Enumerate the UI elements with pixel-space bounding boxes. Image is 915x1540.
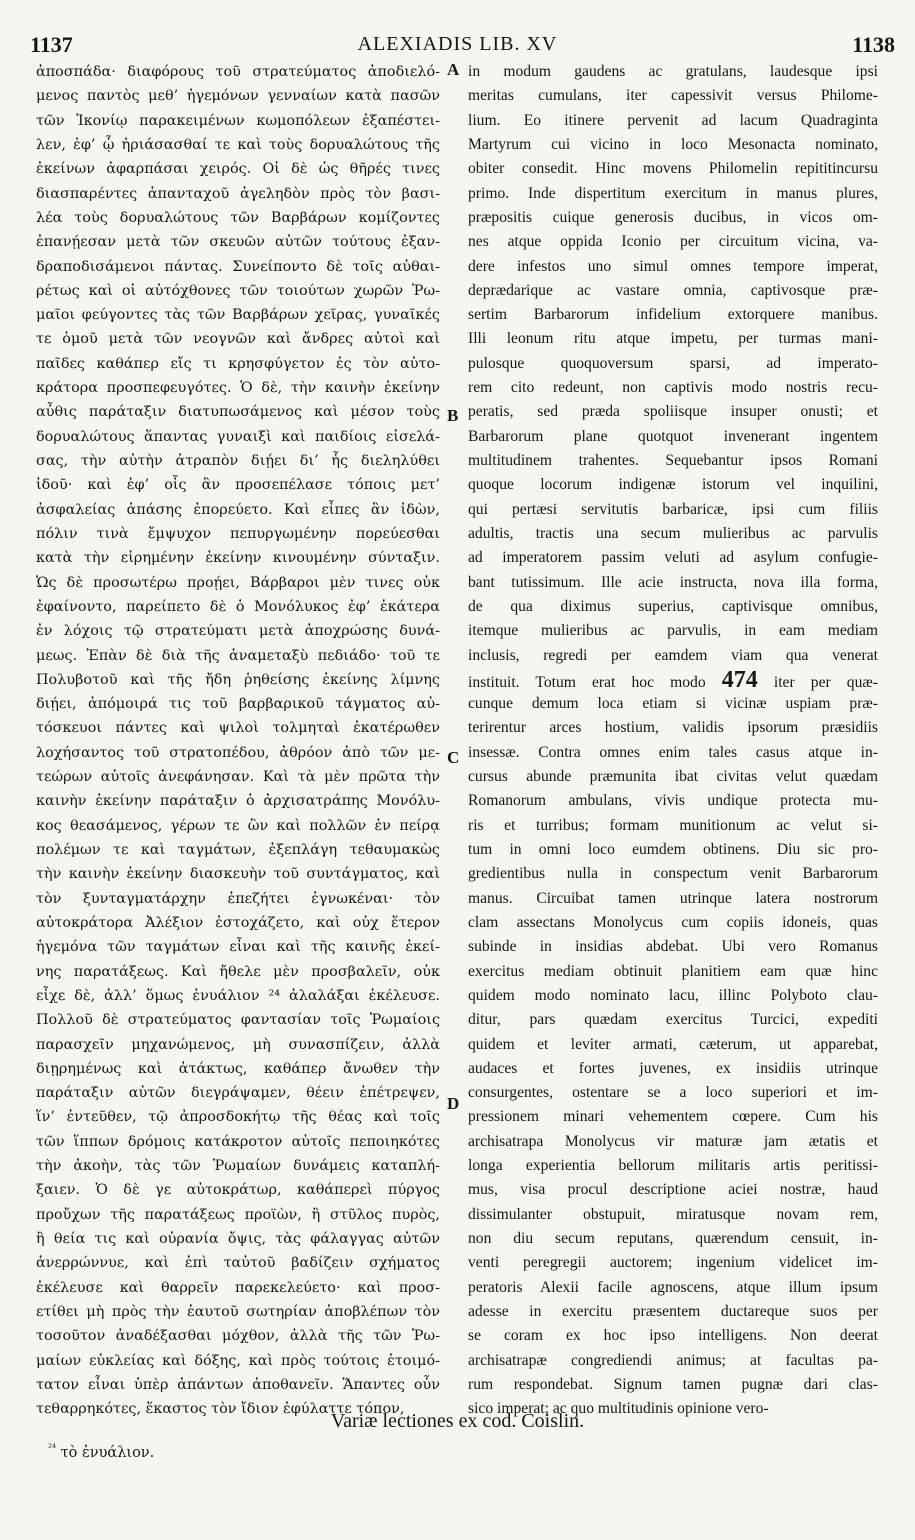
greek-text-line: ἰδοῦ· καὶ ἐφ’ οἷς ἂν προσεπέλασε τόποις μετ’ xyxy=(36,477,440,494)
latin-text-line: itemque mulieribus ac parvulis, in eam mediam xyxy=(468,622,878,640)
latin-text-line: qui pertæsi servitutis barbaricæ, ipsi cum filiis xyxy=(468,500,878,518)
footnote xyxy=(48,1443,154,1461)
greek-text-line: τε ὁμοῦ μετὰ τῶν νεογνῶν καὶ ἄνδρες αὐτοὶ καὶ xyxy=(36,331,440,348)
latin-text-line: meritas cumulans, iter capessivit versus Philome- xyxy=(468,87,878,105)
latin-text-line: peratis, sed præda spoliisque insuper onusti; et xyxy=(468,403,878,421)
latin-text-line: terirentur arces hostium, validis ipsorum præsidiis xyxy=(468,719,878,737)
greek-text-line: παράταξιν αὐτῶν διεγράψαμεν, θέειν ἐπέτρεψεν, xyxy=(36,1085,440,1102)
greek-text-line: δραποδισάμενοι πάντας. Συνείποντο δὲ τοῖς αὐθαι- xyxy=(36,258,440,275)
greek-text-line: ἀσφαλείας ἁπάσης ἐπορεύετο. Καὶ εἶπες ἂν ἰδὼν, xyxy=(36,501,440,518)
greek-text-line: πόλιν τινὰ ἔμψυχον πεπυργωμένην πορεύεσθαι xyxy=(36,525,440,542)
latin-text-line: deprædarique ac vastare omnia, captivosque præ- xyxy=(468,281,878,299)
latin-text-line: archisatrapæ congrediendi animus; at facultas pa- xyxy=(468,1351,878,1369)
latin-text-column xyxy=(468,60,878,1422)
latin-text-line: exercitus mediam obtinuit planitiem eam quæ hinc xyxy=(468,962,878,980)
greek-text-line: Πολλοῦ δὲ στρατεύματος φαντασίαν τοῖς Ῥωμαίοις xyxy=(36,1012,440,1029)
latin-text-line: ditur, pars quædam exercitus Turcici, expediti xyxy=(468,1011,878,1029)
greek-text-line: αὖθις παράταξιν διατυπωσάμενος καὶ μέσον τοὺς xyxy=(36,404,440,421)
greek-text-line: ἐπανῄεσαν μετὰ τῶν σκευῶν αὐτῶν τούτους ἐξαν- xyxy=(36,234,440,251)
greek-text-line: διῄει, ἀπόμοιρά τις τοῦ βαρβαρικοῦ τάγματος αὐ- xyxy=(36,696,440,713)
page-number-right: 1138 xyxy=(852,32,895,57)
margin-mark-c: C xyxy=(447,748,460,767)
margin-mark-b: B xyxy=(447,406,459,425)
latin-text-line: nes atque oppida Iconio per circuitum vicina, va- xyxy=(468,233,878,251)
footnote-text: τὸ ἐνυάλιον. xyxy=(60,1444,155,1461)
latin-text-line: multitudinem trahentes. Sequebantur ipsos Romani xyxy=(468,452,878,469)
latin-text-line: quidem et leviter armati, cæterum, ut apparebat, xyxy=(468,1035,878,1053)
greek-text-line: τὴν ἀκοὴν, τὰς τῶν Ῥωμαίων δυνάμεις καταπλή- xyxy=(36,1158,440,1175)
greek-text-line: δορυαλώτους ἅπαντας γυναιξὶ καὶ παιδίοις εἰσελά- xyxy=(36,428,440,445)
greek-text-line: μεως. Ἐπὰν δὲ διὰ τῆς ἀναμεταξὺ πεδιάδο· τοῦ τε xyxy=(36,647,440,664)
page-number-left: 1137 xyxy=(30,32,73,57)
latin-text-line: quidem modo nominato lacu, illinc Polyboto clau- xyxy=(468,986,878,1004)
greek-text-line: κος θεασάμενος, γέρων τε ὢν καὶ πολλῶν ἐν πείρᾳ xyxy=(36,817,440,834)
greek-text-line: ἀποσπάδα· διαφόρους τοῦ στρατεύματος ἀποδιελό- xyxy=(36,64,440,80)
greek-text-line: μαίων εὐκλείας καὶ δόξης, καὶ πρὸς τούτοις ἑτοιμό- xyxy=(36,1352,440,1369)
greek-text-line: μενος παντὸς μεθ’ ἡγεμόνων γενναίων κατὰ πασῶν xyxy=(36,88,440,105)
latin-text-line: pressionem minari vehementem cœpere. Cum his xyxy=(468,1108,878,1126)
greek-text-line: μαῖοι φεύγοντες τὰς τῶν Βαρβάρων χεῖρας, γυναῖκές xyxy=(36,307,440,324)
margin-mark-d: D xyxy=(447,1094,460,1113)
greek-text-line: ετίθει μὴ πρὸς τὴν ἑαυτοῦ σωτηρίαν ἀποβλέπων τὸν xyxy=(36,1303,440,1320)
latin-text-line: insessæ. Contra omnes enim tales casus atque in- xyxy=(468,743,878,761)
greek-text-line: Ὡς δὲ προσωτέρω προῄει, Βάρβαροι μὲν τινες οὐκ xyxy=(36,574,440,591)
greek-text-line: ἐν λόχοις τῷ στρατεύματι μετὰ ἀποχρώσης δυνά- xyxy=(36,623,440,640)
greek-text-line: κράτορα προσπεφευγότες. Ὁ δὲ, τὴν καινὴν ἐκείνην xyxy=(36,380,440,397)
greek-text-line: ἐφαίνοντο, παρείπετο δὲ ὁ Μονόλυκος ἐφ’ ἑκάτερα xyxy=(36,598,440,615)
latin-text-line: longa experientia bellorum militaris artis peritissi- xyxy=(468,1157,878,1175)
latin-text-line: in modum gaudens ac gratulans, laudesque ipsi xyxy=(468,63,878,80)
greek-text-line: Πολυβοτοῦ καὶ τῆς ἤδη ῥηθείσης ἐκείνης λίμνης xyxy=(36,671,440,688)
greek-text-line: πολέμων τε καὶ ταγμάτων, ἐξεπλάγη τεθαυμακὼς xyxy=(36,842,440,858)
latin-text-line: inclusis, regredi per eamdem viam qua venerat xyxy=(468,646,878,664)
latin-text-line: tum in omni loco eumdem obtinens. Diu sic pro- xyxy=(468,841,878,858)
greek-text-line: αὐτοκράτορα Ἀλέξιον ἐστοχάζετο, καὶ οὐχ ἕτερον xyxy=(36,914,440,931)
latin-text-line: manus. Circuibat tamen utrinque latera nostrorum xyxy=(468,889,878,907)
latin-text-line: adesse in exercitu præsentem ductareque suos per xyxy=(468,1302,878,1320)
footnote-mark: ²⁴ xyxy=(48,1443,57,1454)
greek-text-line: λέα τοὺς δορυαλώτους τῶν Βαρβάρων κομίζοντες xyxy=(36,209,440,226)
latin-text-line: peratoris Alexii facile agnoscens, atque illum ipsum xyxy=(468,1278,878,1296)
greek-text-line: ἵν’ ἐντεῦθεν, τῷ ἀπροσδοκήτῳ τῆς θέας καὶ τοῖς xyxy=(36,1109,440,1126)
greek-text-line: διασπαρέντες ἁπανταχοῦ ἀγεληδὸν πρὸς τὸν βασι- xyxy=(36,185,440,202)
latin-text-line: Illi leonum ritu atque impetu, per turmas mani- xyxy=(468,330,878,348)
greek-text-line: τατον εἶναι ὑπὲρ ἁπάντων ἀποθανεῖν. Ἅπαντες οὖν xyxy=(36,1376,440,1393)
latin-text-line: sico imperat; ac quo multitudinis opinione vero- xyxy=(468,1400,769,1418)
latin-text-line: ris et turribus; formam munitionum ac velut si- xyxy=(468,816,878,834)
greek-text-line: ρέτως καὶ οἱ αὐτόχθονες τῶν τοιούτων χωρῶν Ῥω- xyxy=(36,282,440,299)
latin-text-line: se coram ex hoc ipso intelligens. Non deerat xyxy=(468,1327,878,1345)
greek-text-line: τῶν ἵππων δρόμοις κατάκροτον αὐτοῖς πεποιηκότες xyxy=(36,1133,440,1150)
margin-mark-a: A xyxy=(447,60,460,79)
greek-text-line: τὸν ξυνταγματάρχην ἐπεζήτει ἐγνωκέναι· τὸν xyxy=(36,890,440,907)
greek-text-line: ἐκείνων ἀφαρπάσαι χειρός. Οἱ δὲ ὡς θῆρές τινες xyxy=(36,161,440,178)
latin-text-line: Barbarorum plane quotquot invenerant ingentem xyxy=(468,427,878,445)
greek-text-line: τὴν καινὴν ἐκείνην διασκευὴν τοῦ συντάγματος, καὶ xyxy=(36,866,440,883)
greek-text-line: τεθαρρηκότες, ἕκαστος τὸν ἴδιον ἐφύλαττε τόπον, xyxy=(36,1401,405,1418)
greek-text-line: καινὴν ἐκείνην παράταξιν ὁ ἀρχισατράπης Μονόλυ- xyxy=(36,793,440,810)
latin-text-line: adultis, tractis una secum mulieribus ac parvulis xyxy=(468,524,878,542)
latin-text-line: de qua diximus superius, captivisque omnibus, xyxy=(468,597,878,615)
latin-text-line: audaces et fortes juvenes, ex insidiis utrinque xyxy=(468,1059,878,1077)
latin-text-line: rum respondebat. Signum tamen pugnæ dari clas- xyxy=(468,1375,878,1393)
latin-text-line: mus, visa procul descriptione aciei nostræ, haud xyxy=(468,1181,878,1199)
latin-text-line: venti peregregii auctorem; ingenium videlicet im- xyxy=(468,1254,878,1272)
latin-text-line: subinde in insidias abdebat. Ubi vero Romanus xyxy=(468,938,878,956)
greek-text-line: ἀνερρώννυε, καὶ ἐπὶ ταὐτοῦ βαδίζειν σχήματος xyxy=(36,1255,440,1272)
running-title: ALEXIADIS LIB. XV xyxy=(357,33,558,55)
greek-text-line: προὔχων τῆς παρατάξεως προϊὼν, ἢ στῦλος πυρὸς, xyxy=(36,1206,440,1223)
greek-text-line: παρασχεῖν μηχανώμενος, μὴ συνασπίζειν, ἀλλὰ xyxy=(36,1036,440,1053)
latin-text-line: consurgentes, ostentare se a loco superiori et im- xyxy=(468,1084,878,1102)
latin-text-line: dissimulanter obstupuit, miratusque novam rem, xyxy=(468,1205,878,1223)
latin-text-line: non diu secum reputans, quærendum censuit, in- xyxy=(468,1230,878,1247)
latin-line-474: instituit. Totum erat hoc modo 474 iter per quæ- xyxy=(468,666,878,693)
column-number-474: 474 xyxy=(721,666,758,693)
greek-text-line: τῶν Ἰκονίῳ παρακειμένων κωμοπόλεων ἐξαπέστει- xyxy=(36,112,440,129)
greek-text-line: ξαιεν. Ὁ δὲ γε αὐτοκράτωρ, καθάπερεὶ πύργος xyxy=(36,1182,440,1199)
greek-text-line: τοσοῦτον ἀναδέξασθαι μόχθον, ἀλλὰ τῆς τῶν Ῥω- xyxy=(36,1328,440,1345)
greek-text-line: εἶχε δὲ, ἀλλ’ ὅμως ἐνυάλιον ²⁴ ἀλαλάξαι ἐκέλευσε. xyxy=(36,987,440,1004)
latin-text-line: quoque locorum indigenæ istorum vel inquilini, xyxy=(468,476,878,494)
greek-text-line: ἐκέλευσε καὶ θαρρεῖν παρεκελεύετο· καὶ προσ- xyxy=(36,1279,440,1296)
latin-text-line: gredientibus nulla in conspectum venit Barbarorum xyxy=(468,865,878,883)
greek-text-column xyxy=(36,60,440,1422)
greek-text-line: τόσκευοι πάντες καὶ ψιλοὶ τολμηταὶ ἑκατέρωθεν xyxy=(36,720,440,737)
latin-text-line: Martyrum cui vicino in loco Mesonacta nominato, xyxy=(468,135,878,153)
greek-text-line: κατὰ τὴν εἰρημένην ἐκείνην κινουμένην σύνταξιν. xyxy=(36,550,440,567)
latin-text-line: cursus abunde præmunita ibat civitas velut quædam xyxy=(468,768,878,786)
greek-text-line: ἡγεμόνα τῶν ταγμάτων εἶναι καὶ τῆς καινῆς ἐκεί- xyxy=(36,939,440,956)
greek-text-line: παῖδες καθάπερ εἴς τι κρησφύγετον ἐς τὸν αὐτο- xyxy=(36,355,440,372)
latin-text-line: sertim Barbarorum infidelium extorquere manibus. xyxy=(468,306,878,324)
latin-text-line: clam assectans Monolycus cum copiis idoneis, quas xyxy=(468,913,878,931)
latin-text-line: cunque demum loca etiam si vicinæ uspiam præ- xyxy=(468,695,878,713)
latin-text-line: bant tutissimum. Ille acie instructa, nova illa forma, xyxy=(468,573,878,591)
latin-text-line: obiter consedit. Hinc movens Philomelin repititincursu xyxy=(468,160,878,178)
greek-text-line: λεν, ἐφ’ ᾧ ἠριάσασθαί τε καὶ τοὺς δορυαλώτους τῆς xyxy=(36,136,440,153)
greek-text-line: σας, τὴν αὐτὴν ἀτραπὸν διῄει δι’ ἧς διεληλύθει xyxy=(36,453,440,469)
latin-text-line: archisatrapa Monolycus vir maturæ jam ætatis et xyxy=(468,1132,878,1150)
greek-text-line: ἢ θεία τις καὶ οὐρανία ὄψις, τὰς φάλαγγας αὐτῶν xyxy=(36,1231,440,1247)
latin-text-line: rem cito redeunt, non captivis modo nostris recu- xyxy=(468,379,878,397)
latin-text-line: lium. Eo itinere pervenit ad lacum Quadraginta xyxy=(468,111,878,129)
latin-text-line: dere infestos uno simul omnes tempore imperat, xyxy=(468,257,878,275)
latin-text-line: Romanorum ambulans, vivis undique protecta mu- xyxy=(468,792,878,810)
variae-lectiones-heading: Variæ lectiones ex cod. Coislin. xyxy=(330,1410,585,1432)
greek-text-line: διῃρημένως καὶ ἀτάκτως, καθάπερ ἄνωθεν τὴν xyxy=(36,1060,440,1077)
greek-text-line: τεώρων αὐτοῖς ἀνεφάνησαν. Καὶ τὰ μὲν πρῶτα τὴν xyxy=(36,769,440,786)
latin-text-line: ad imperatorem passim veluti ad asylum confugie- xyxy=(468,549,878,567)
latin-text-line: primo. Inde dispertitum exercitum in manus plures, xyxy=(468,184,878,202)
latin-text-line: præpositis cuique generosis ducibus, in vicos om- xyxy=(468,208,878,226)
greek-text-line: νης παρατάξεως. Καὶ ἤθελε μὲν προσβαλεῖν, οὐκ xyxy=(36,963,440,980)
latin-text-line: pulosque quoquoversum sparsi, ad imperato- xyxy=(468,354,878,372)
greek-text-line: λοχήσαντος τοῦ στρατοπέδου, ἀθρόον ἀπὸ τῶν με- xyxy=(36,744,440,761)
